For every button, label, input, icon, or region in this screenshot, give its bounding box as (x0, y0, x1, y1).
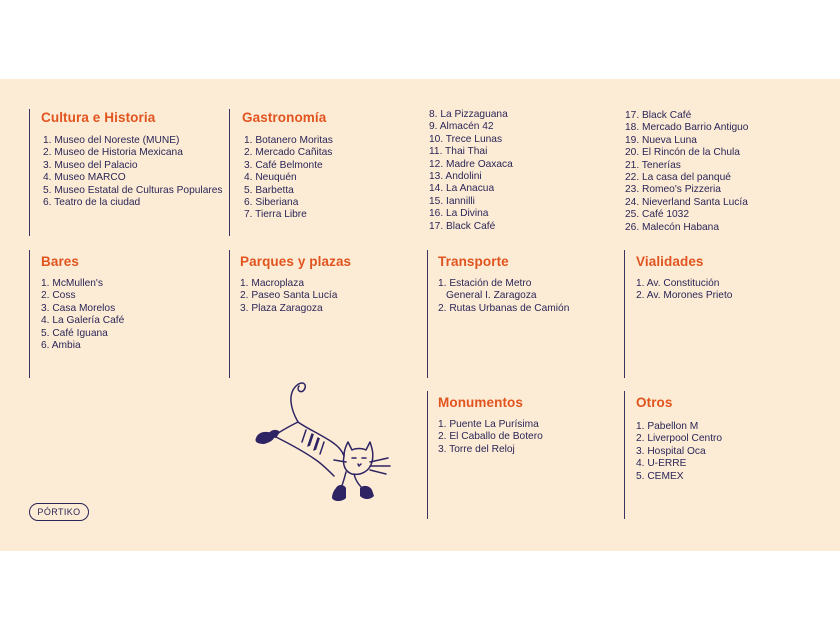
list-item: 2. Av. Morones Prieto (636, 290, 733, 302)
section-title-parques: Parques y plazas (240, 254, 352, 269)
section-title-otros: Otros (636, 395, 673, 410)
list-item: 23. Romeo's Pizzeria (625, 184, 721, 196)
section-title-vialidades: Vialidades (636, 254, 704, 269)
list-item: 7. Tierra Libre (244, 209, 307, 221)
list-gastronomia-3 (625, 110, 748, 234)
list-transporte (438, 278, 569, 315)
list-item: 1. Botanero Moritas (244, 135, 333, 146)
list-item: 3. Café Belmonte (244, 159, 323, 171)
jumping-cat-icon (246, 376, 396, 506)
section-title-gastronomia: Gastronomía (242, 110, 327, 125)
list-item: 2. Coss (41, 290, 76, 302)
list-monumentos (438, 419, 543, 456)
column-transporte (427, 250, 570, 378)
list-item: 6. Siberiana (244, 197, 299, 209)
list-item: 15. Iannilli (429, 195, 475, 207)
list-cultura (43, 135, 223, 209)
list-item: 3. Torre del Reloj (438, 443, 515, 455)
list-parques (240, 278, 337, 315)
list-item: 4. La Galería Café (41, 315, 125, 327)
list-item: 18. Mercado Barrio Antiguo (625, 122, 749, 134)
list-vialidades (636, 278, 732, 303)
list-item: 1. Puente La Purísima (438, 419, 539, 430)
column-gastronomia (229, 109, 333, 236)
list-item: 10. Trece Lunas (429, 133, 503, 145)
list-item: 14. La Anacua (429, 183, 495, 195)
list-item: 9. Almacén 42 (429, 121, 494, 133)
list-item: 1. Macroplaza (240, 278, 304, 289)
section-title-transporte: Transporte (438, 254, 509, 269)
list-item: 1. Pabellon M (636, 421, 699, 432)
list-item: 4. Neuquén (244, 172, 297, 184)
column-otros (624, 391, 723, 519)
list-item: 12. Madre Oaxaca (429, 158, 513, 170)
list-item: 2. Museo de Historia Mexicana (43, 147, 183, 159)
list-item: 25. Café 1032 (625, 209, 690, 221)
list-gastronomia-2 (429, 109, 513, 233)
list-item: 2. El Caballo de Botero (438, 431, 543, 443)
section-title-cultura: Cultura e Historia (41, 110, 156, 125)
list-bares (41, 278, 124, 352)
list-item: 5. Barbetta (244, 184, 294, 196)
list-item: 24. Nieverland Santa Lucía (625, 196, 748, 208)
list-item: 11. Thai Thai (429, 146, 488, 158)
list-item: 17. Black Café (429, 220, 496, 232)
list-item: 5. CEMEX (636, 470, 684, 482)
list-item: 2. Mercado Cañitas (244, 147, 333, 159)
list-item: 17. Black Café (625, 110, 692, 121)
section-title-monumentos: Monumentos (438, 395, 523, 410)
list-otros (636, 421, 722, 483)
column-monumentos (427, 391, 543, 519)
list-item: 3. Plaza Zaragoza (240, 302, 323, 314)
column-cultura (29, 109, 223, 236)
list-item: 16. La Divina (429, 208, 489, 220)
list-item: 8. La Pizzaguana (429, 109, 508, 120)
column-vialidades (624, 250, 733, 378)
list-item: 26. Malecón Habana (625, 221, 720, 233)
list-item: 13. Andolini (429, 171, 482, 183)
list-item: 4. U-ERRE (636, 458, 687, 470)
portiko-badge: PÓRTIKO (29, 503, 89, 521)
list-item: 5. Museo Estatal de Culturas Populares (43, 184, 223, 196)
list-item: 19. Nueva Luna (625, 134, 697, 146)
list-item: 5. Café Iguana (41, 327, 108, 339)
list-item: 1. Av. Constitución (636, 278, 720, 289)
list-item: 20. El Rincón de la Chula (625, 147, 740, 159)
list-item: 1. Museo del Noreste (MUNE) (43, 135, 180, 146)
list-gastronomia (244, 135, 333, 222)
list-item: 2. Rutas Urbanas de Camión (438, 302, 570, 314)
section-title-bares: Bares (41, 254, 80, 269)
list-item: 3. Hospital Oca (636, 445, 706, 457)
list-item: 1. Estación de Metro (438, 278, 532, 289)
column-parques (229, 250, 352, 378)
list-item: 3. Museo del Palacio (43, 159, 138, 171)
list-item: 3. Casa Morelos (41, 302, 116, 314)
list-item: 1. McMullen's (41, 278, 103, 289)
list-item: 2. Liverpool Centro (636, 433, 723, 445)
list-item: 6. Teatro de la ciudad (43, 197, 141, 209)
list-item: 4. Museo MARCO (43, 172, 126, 184)
list-item: General I. Zaragoza (446, 290, 537, 302)
list-item: 22. La casa del panqué (625, 172, 731, 184)
list-item: 6. Ambia (41, 340, 81, 352)
content-panel (0, 79, 840, 551)
list-item: 2. Paseo Santa Lucía (240, 290, 338, 302)
list-item: 21. Tenerías (625, 159, 681, 171)
column-bares (29, 250, 125, 378)
